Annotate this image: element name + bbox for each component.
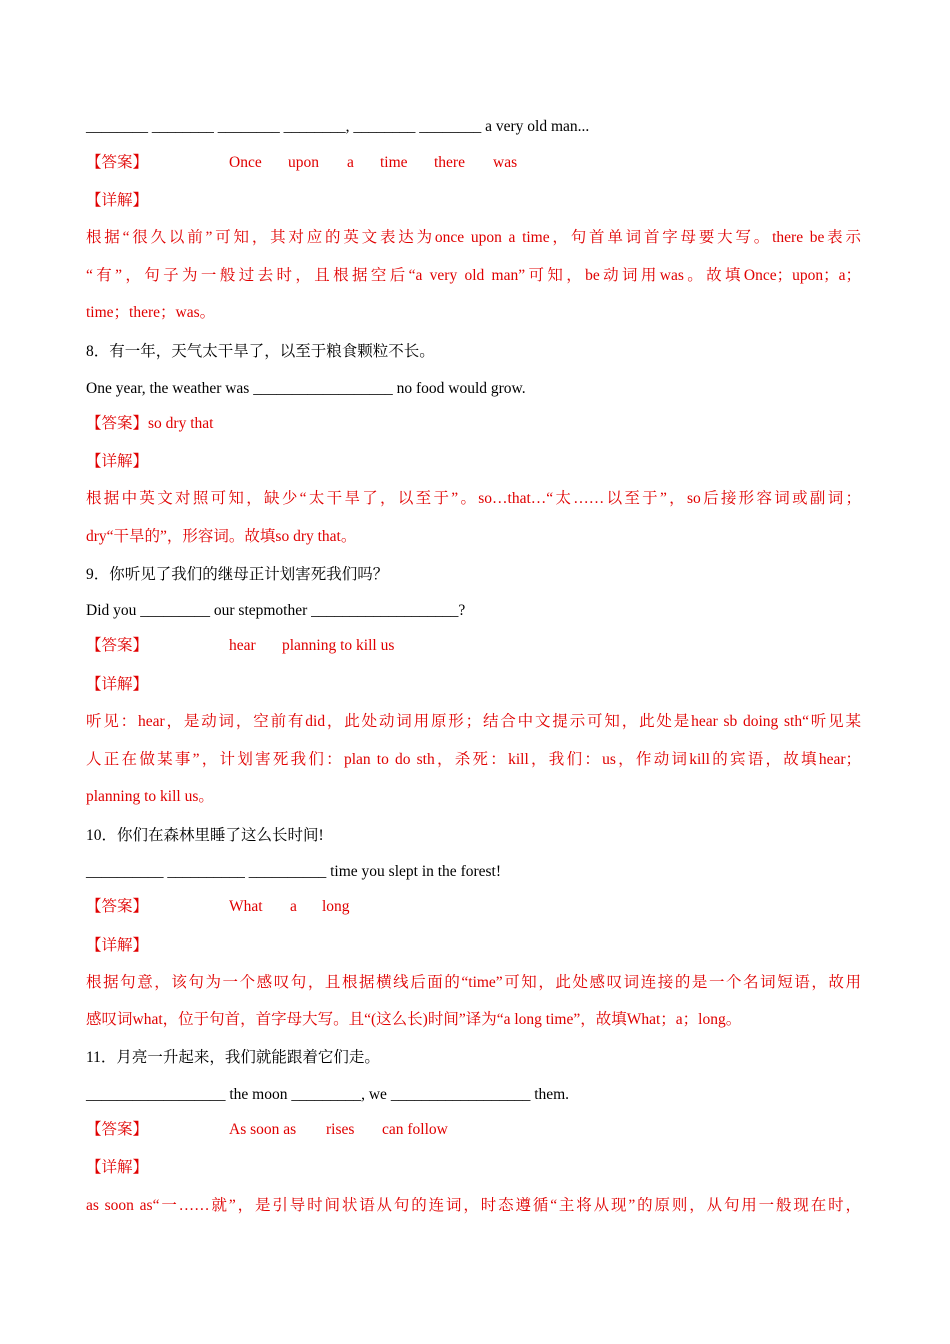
q8-sentence: One year, the weather was __________________ no food would grow. [86,380,526,397]
q8-detail-label: 【详解】 [86,453,149,470]
q7-blank-line: ________ ________ ________ ________, ________ ________ a very old man... [86,118,590,135]
q9-question: 9．你听见了我们的继母正计划害死我们吗？ [86,566,389,583]
answer-label: 【答案】 [86,154,149,171]
q9-sentence: Did you _________ our stepmother ___________________? [86,602,466,619]
q7-explanation-line: “有”，句子为一般过去时，且根据空后“a very old man”可知，be动词用was。故填Once；upon；a； [86,267,861,284]
q10-question: 10．你们在森林里睡了这么长时间! [86,827,324,844]
answer-value: can follow [382,1121,448,1138]
q11-detail-label: 【详解】 [86,1159,149,1176]
q8-explanation-line: 根据中英文对照可知，缺少“太干旱了，以至于”。so…that…“太……以至于”，so后接形容词或副词； [86,490,861,507]
answer-label: 【答案】 [86,898,149,915]
answer-label: 【答案】 [86,637,149,654]
answer-value: was [493,154,518,171]
q8-question: 8．有一年，天气太干旱了，以至于粮食颗粒不长。 [86,343,435,360]
q7-explanation-line: time；there；was。 [86,304,216,321]
q10-explanation-line: 感叹词what，位于句首，首字母大写。且“(这么长)时间”译为“a long time”，故填What；a；long。 [86,1011,742,1028]
q10-detail-label: 【详解】 [86,937,149,954]
q11-explanation-line: as soon as“一……就”，是引导时间状语从句的连词，时态遵循“主将从现”的原则，从句用一般现在时， [86,1197,861,1214]
answer-value: time [380,154,408,171]
answer-value: upon [288,154,319,171]
q9-explanation-line: planning to kill us。 [86,788,214,805]
answer-value: Once [229,154,262,171]
q9-explanation-line: 人正在做某事”，计划害死我们：plan to do sth，杀死：kill，我们：us，作动词kill的宾语，故填hear； [86,751,861,768]
q8-explanation-line: dry“干旱的”，形容词。故填so dry that。 [86,528,357,545]
answer-value: there [434,154,465,171]
q7-explanation-line: 根据“很久以前”可知，其对应的英文表达为once upon a time，句首单词首字母要大写。there be表示 [86,229,861,246]
answer-value: hear [229,637,256,654]
answer-label: 【答案】 [86,1121,149,1138]
q8-answer: 【答案】so dry that [86,415,214,432]
q10-sentence: __________ __________ __________ time you slept in the forest! [86,863,502,880]
q9-detail-label: 【详解】 [86,676,149,693]
q11-sentence: __________________ the moon _________, we __________________ them. [86,1086,570,1103]
q7-detail-label: 【详解】 [86,192,149,209]
answer-value: rises [326,1121,355,1138]
answer-value: long [322,898,350,915]
q11-question: 11．月亮一升起来，我们就能跟着它们走。 [86,1049,380,1066]
q10-explanation-line: 根据句意，该句为一个感叹句，且根据横线后面的“time”可知，此处感叹词连接的是一个名词短语，故用 [86,974,861,991]
answer-value: planning to kill us [282,637,395,654]
answer-value: As soon as [229,1121,297,1138]
q9-explanation-line: 听见：hear，是动词，空前有did，此处动词用原形；结合中文提示可知，此处是hear sb doing sth“听见某 [86,713,861,730]
answer-value: a [347,154,354,171]
answer-value: a [290,898,297,915]
answer-value: What [229,898,263,915]
